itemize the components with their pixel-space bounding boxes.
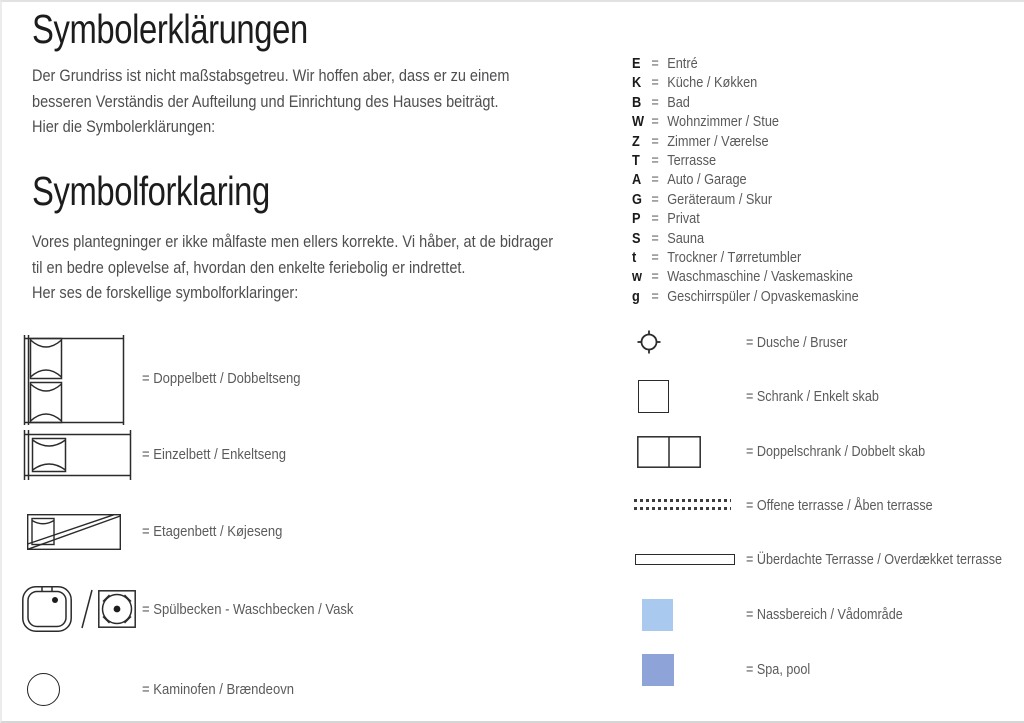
page-title-danish: Symbolforklaring — [32, 168, 270, 214]
abbreviation-label: Zimmer / Værelse — [667, 133, 769, 150]
single-wardrobe-label: = Schrank / Enkelt skab — [746, 389, 879, 405]
bunk-bed-label: = Etagenbett / Køjeseng — [142, 523, 283, 540]
spa-pool-icon — [642, 654, 674, 686]
abbreviation-letter: W — [632, 114, 645, 131]
equals-sign: = — [651, 56, 659, 72]
wood-stove-label: = Kaminofen / Brændeovn — [142, 681, 294, 698]
shower-label: = Dusche / Bruser — [746, 335, 848, 351]
intro-german-line-3: Hier die Symbolerklärungen: — [32, 118, 216, 136]
intro-danish-line-2: til en bedre oplevelse af, hvordan den enkelte feriebolig er indrettet. — [32, 258, 466, 277]
abbreviation-row-shed — [632, 191, 859, 210]
covered-terrace-icon — [635, 554, 735, 565]
equals-sign: = — [651, 269, 659, 286]
abbreviation-label: Geräteraum / Skur — [667, 191, 773, 208]
abbreviation-label: Auto / Garage — [667, 172, 747, 189]
abbreviation-label: Terrasse — [667, 153, 717, 170]
equals-sign: = — [651, 250, 659, 267]
spa-pool-swatch — [642, 654, 674, 686]
spa-pool-label: = Spa, pool — [746, 662, 811, 678]
abbreviation-label: Geschirrspüler / Opvaskemaskine — [667, 288, 859, 305]
wet-area-label: = Nassbereich / Vådområde — [746, 607, 903, 623]
equals-sign: = — [651, 153, 659, 170]
abbreviation-label: Sauna — [667, 230, 705, 247]
dotted-line-bottom — [634, 507, 731, 510]
abbreviation-row-terrace — [632, 152, 859, 171]
wet-area-icon — [642, 599, 673, 631]
double-wardrobe-label: = Doppelschrank / Dobbelt skab — [746, 444, 926, 460]
intro-danish — [32, 230, 624, 307]
sink-icons — [22, 586, 136, 634]
abbreviation-label: Wohnzimmer / Stue — [667, 114, 780, 131]
abbreviation-row-entree — [632, 55, 859, 74]
wet-area-swatch — [642, 599, 673, 631]
equals-sign: = — [651, 211, 659, 228]
shower-icon — [635, 328, 663, 356]
abbreviation-letter: G — [632, 191, 642, 208]
abbreviation-row-kitchen — [632, 74, 859, 93]
equals-sign: = — [651, 288, 659, 305]
page-title-german: Symbolerklärungen — [32, 6, 308, 52]
open-terrace-label: = Offene terrasse / Åben terrasse — [746, 498, 933, 514]
equals-sign: = — [651, 230, 659, 247]
intro-german — [32, 64, 575, 141]
abbreviation-letter: w — [632, 269, 642, 286]
equals-sign: = — [651, 114, 659, 131]
single-bed-label: = Einzelbett / Enkeltseng — [142, 446, 287, 463]
abbreviation-row-livingroom — [632, 113, 859, 132]
abbreviation-row-dryer — [632, 249, 859, 268]
abbreviation-letter: P — [632, 211, 641, 228]
abbreviation-label: Privat — [667, 211, 700, 228]
double-wardrobe-icon — [637, 436, 701, 468]
equals-sign: = — [651, 133, 659, 150]
single-wardrobe-icon — [638, 380, 669, 413]
abbreviation-letter: S — [632, 230, 641, 247]
double-bed-label: = Doppelbett / Dobbeltseng — [142, 370, 301, 387]
equals-sign: = — [651, 191, 659, 208]
abbreviation-row-private — [632, 210, 859, 229]
dotted-line-top — [634, 499, 731, 502]
abbreviation-letter: K — [632, 75, 642, 92]
single-bed-icon — [22, 430, 134, 480]
double-bed-icon — [22, 335, 126, 425]
abbreviation-label: Entré — [667, 56, 698, 72]
sink-label: = Spülbecken - Waschbecken / Vask — [142, 601, 354, 618]
equals-sign: = — [651, 94, 659, 111]
equals-sign: = — [651, 172, 659, 189]
intro-german-line-1: Der Grundriss ist nicht maßstabsgetreu. Wir hoffen aber, dass er zu einem — [32, 67, 510, 85]
abbreviation-letter: E — [632, 56, 641, 72]
abbreviation-label: Trockner / Tørretumbler — [667, 250, 802, 267]
abbreviation-letter: B — [632, 94, 642, 111]
covered-terrace-label: = Überdachte Terrasse / Overdækket terrasse — [746, 552, 1003, 568]
abbreviation-letter: g — [632, 288, 640, 305]
abbreviation-letter: Z — [632, 133, 640, 150]
open-terrace-icon — [634, 499, 731, 510]
intro-german-line-2: besseren Verständis der Aufteilung und Einrichtung des Hauses beiträgt. — [32, 92, 499, 111]
abbreviation-row-washer — [632, 268, 859, 287]
abbreviation-row-garage — [632, 171, 859, 190]
abbreviation-label: Küche / Køkken — [667, 75, 758, 92]
abbreviation-list — [632, 55, 890, 307]
abbreviation-row-dishwasher — [632, 288, 859, 307]
abbreviation-letter: t — [632, 250, 637, 267]
intro-danish-line-3: Her ses de forskellige symbolforklaringer: — [32, 284, 299, 302]
abbreviation-letter: A — [632, 172, 642, 189]
wood-stove-icon — [27, 673, 60, 706]
abbreviation-label: Bad — [667, 94, 690, 111]
bunk-bed-icon — [27, 514, 121, 551]
abbreviation-row-room — [632, 133, 859, 152]
abbreviation-row-bath — [632, 94, 859, 113]
abbreviation-row-sauna — [632, 230, 859, 249]
intro-danish-line-1: Vores plantegninger er ikke målfaste men ellers korrekte. Vi håber, at de bidrager — [32, 233, 554, 251]
abbreviation-label: Waschmaschine / Vaskemaskine — [667, 269, 854, 286]
abbreviation-letter: T — [632, 153, 640, 170]
equals-sign: = — [651, 75, 659, 92]
